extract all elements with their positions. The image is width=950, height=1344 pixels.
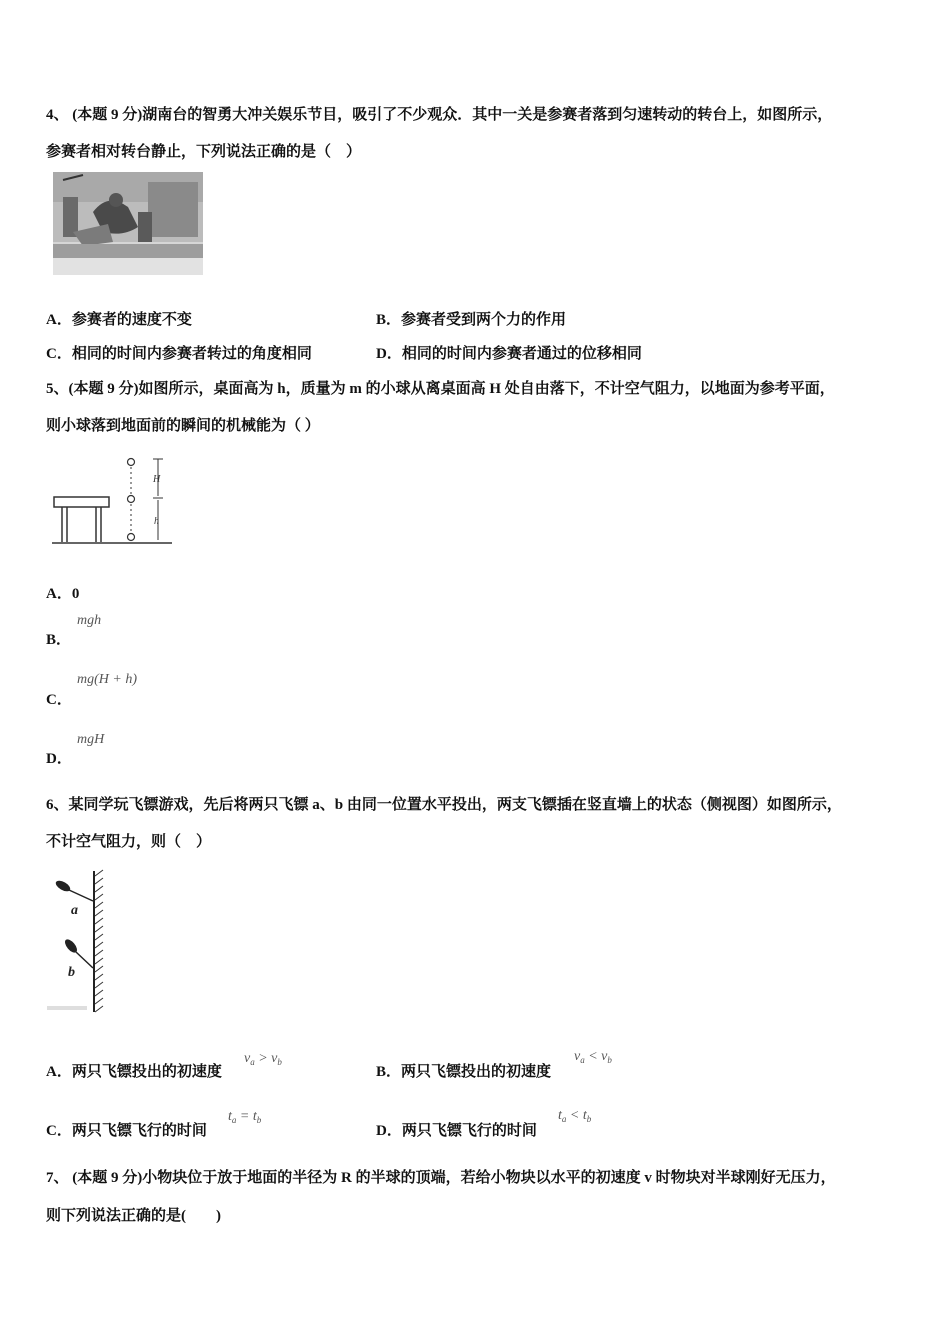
q5-option-d-formula: mgH [77,732,105,747]
q4-option-b[interactable] [376,308,566,329]
q4-stem-line1: 4、 (本题 9 分)湖南台的智勇大冲关娱乐节目，吸引了不少观众．其中一关是参赛者落到匀速转动的转台上，如图所示， [46,107,833,123]
option-letter: A． [46,312,72,328]
q6-option-c-formula: $t_a = t_b$ [228,1109,262,1125]
option-text: 0 [71,586,80,602]
q6-option-b-formula: $v_a < v_b$ [574,1049,612,1065]
option-letter: D． [376,1123,402,1139]
option-letter: C． [46,1123,72,1139]
q6-darts-wall-diagram [45,868,115,1016]
q6-option-d-formula: $t_a < t_b$ [558,1108,592,1124]
option-letter: D． [376,346,402,362]
q4-stem-line2: 参赛者相对转台静止，下列说法正确的是（ ） [46,144,362,160]
q4-option-a[interactable] [46,308,192,329]
q5-option-c-formula: mg(H + h) [77,672,137,687]
q5-option-b-formula: mgh [77,613,102,628]
option-letter: C． [46,692,72,708]
label-a: a [71,903,78,918]
option-letter: D． [46,751,72,767]
option-letter: B． [376,1064,402,1080]
q5-option-d[interactable] [46,747,72,768]
q6-option-b[interactable] [376,1060,551,1081]
q6-option-a[interactable] [46,1060,222,1081]
q6-option-a-formula: $v_a > v_b$ [244,1051,282,1067]
q5-table-ball-diagram [50,452,175,548]
label-h: h [154,516,159,527]
option-letter: C． [46,346,72,362]
q5-stem-line2: 则小球落到地面前的瞬间的机械能为（ ） [46,418,320,434]
label-H: H [153,474,161,485]
q6-option-c[interactable] [46,1119,207,1140]
option-letter: A． [46,1064,72,1080]
q5-option-a[interactable] [46,582,79,603]
q4-turntable-photo [53,172,203,275]
option-letter: B． [46,632,72,648]
option-text: 两只飞镖飞行的时间 [71,1123,207,1139]
option-text: 相同的时间内参赛者通过的位移相同 [401,346,642,362]
q6-stem-line1: 6、某同学玩飞镖游戏，先后将两只飞镖 a、b 由同一位置水平投出，两支飞镖插在竖直墙上的状态（侧视图）如图所示， [46,797,842,813]
q5-stem-line1: 5、(本题 9 分)如图所示，桌面高为 h，质量为 m 的小球从离桌面高 H 处自由落下，不计空气阻力，以地面为参考平面， [46,381,835,397]
q5-option-b[interactable] [46,628,71,649]
option-text: 两只飞镖投出的初速度 [401,1064,552,1080]
q6-option-d[interactable] [376,1119,537,1140]
label-b: b [68,965,75,980]
option-text: 参赛者受到两个力的作用 [401,312,567,328]
option-letter: B． [376,312,402,328]
q7-stem-line1: 7、 (本题 9 分)小物块位于放于地面的半径为 R 的半球的顶端，若给小物块以水平的初速度 v 时物块对半球刚好无压力， [46,1170,836,1186]
q7-stem-line2: 则下列说法正确的是( ) [46,1208,221,1224]
option-letter: A． [46,586,72,602]
option-text: 两只飞镖飞行的时间 [401,1123,537,1139]
option-text: 相同的时间内参赛者转过的角度相同 [71,346,312,362]
q4-option-d[interactable] [376,342,642,363]
q4-option-c[interactable] [46,342,312,363]
q5-option-c[interactable] [46,688,72,709]
option-text: 参赛者的速度不变 [71,312,192,328]
q6-stem-line2: 不计空气阻力，则（ ） [46,834,212,850]
option-text: 两只飞镖投出的初速度 [71,1064,222,1080]
